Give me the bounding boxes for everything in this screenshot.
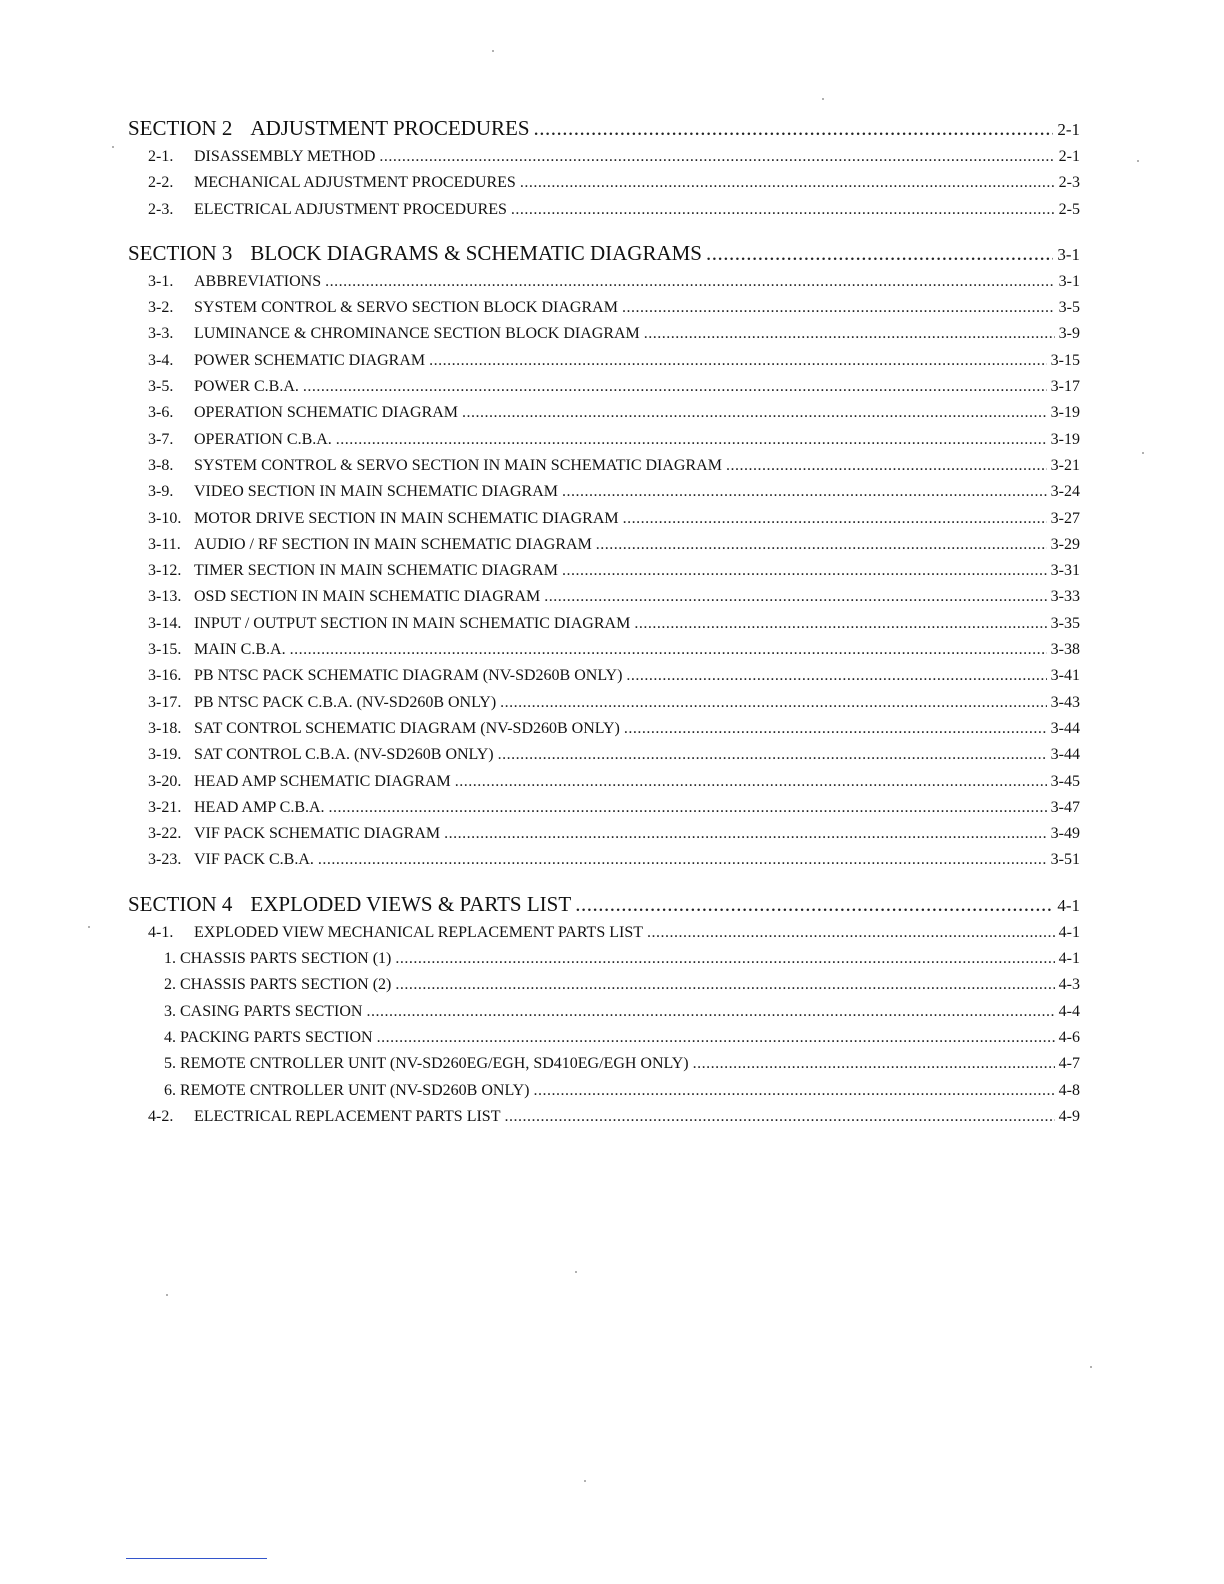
dot-leader: [622, 295, 1055, 321]
section-number: SECTION 4: [128, 891, 233, 916]
subentry-page: 4-7: [1058, 1055, 1080, 1073]
entry-title: PB NTSC PACK C.B.A. (NV-SD260B ONLY): [194, 693, 497, 711]
scan-speck: [88, 926, 90, 928]
entry-title: OSD SECTION IN MAIN SCHEMATIC DIAGRAM: [194, 588, 541, 606]
subentry-title: CASING PARTS SECTION: [180, 1002, 363, 1020]
dot-leader: [366, 999, 1054, 1025]
entry-title: HEAD AMP C.B.A.: [194, 798, 325, 816]
subentry-number: 1.: [164, 950, 176, 968]
entry-title: MECHANICAL ADJUSTMENT PROCEDURES: [194, 174, 516, 192]
entry-page: 3-27: [1050, 509, 1080, 527]
toc-entry[interactable]: [128, 348, 1080, 374]
toc-entry[interactable]: [128, 170, 1080, 196]
scan-speck: [575, 1271, 577, 1273]
toc-entry[interactable]: [128, 506, 1080, 532]
entry-number: 3-12.: [148, 562, 182, 580]
entry-page: 4-1: [1058, 923, 1080, 941]
toc-entry[interactable]: [128, 920, 1080, 946]
scan-speck: [1090, 1366, 1092, 1368]
entry-title: VIF PACK SCHEMATIC DIAGRAM: [194, 825, 441, 843]
section-page: 4-1: [1057, 895, 1080, 915]
dot-leader: [325, 269, 1055, 295]
toc-entry[interactable]: [128, 690, 1080, 716]
entry-title: SYSTEM CONTROL & SERVO SECTION IN MAIN SCHEMATIC DIAGRAM: [194, 456, 722, 474]
dot-leader: [544, 584, 1046, 610]
entry-number: 3-16.: [148, 667, 182, 685]
entry-page: 3-5: [1058, 299, 1080, 317]
entry-title: SAT CONTROL C.B.A. (NV-SD260B ONLY): [194, 746, 494, 764]
toc-subentry[interactable]: [128, 1025, 1080, 1051]
toc-entry[interactable]: [128, 453, 1080, 479]
dot-leader: [318, 847, 1047, 873]
entry-title: MOTOR DRIVE SECTION IN MAIN SCHEMATIC DIAGRAM: [194, 509, 619, 527]
table-of-contents: [128, 112, 1080, 1144]
dot-leader: [626, 663, 1046, 689]
subentry-page: 4-4: [1058, 1002, 1080, 1020]
toc-entry[interactable]: [128, 663, 1080, 689]
subentry-page: 4-3: [1058, 976, 1080, 994]
dot-leader: [623, 506, 1047, 532]
entry-number: 2-3.: [148, 200, 174, 218]
entry-page: 3-29: [1050, 535, 1080, 553]
toc-entry[interactable]: [128, 374, 1080, 400]
entry-page: 3-24: [1050, 483, 1080, 501]
entry-number: 3-8.: [148, 456, 174, 474]
entry-title: HEAD AMP SCHEMATIC DIAGRAM: [194, 772, 451, 790]
scan-speck: [1137, 160, 1139, 162]
section-heading[interactable]: [128, 112, 1080, 144]
entry-number: 3-9.: [148, 483, 174, 501]
dot-leader: [575, 888, 1053, 920]
dot-leader: [706, 237, 1053, 269]
entry-number: 3-22.: [148, 825, 182, 843]
entry-page: 2-3: [1058, 174, 1080, 192]
toc-entry[interactable]: [128, 269, 1080, 295]
entry-number: 3-2.: [148, 299, 174, 317]
entry-title: SAT CONTROL SCHEMATIC DIAGRAM (NV-SD260B ONLY): [194, 719, 620, 737]
toc-entry[interactable]: [128, 427, 1080, 453]
scan-speck: [1142, 452, 1144, 454]
subentry-title: CHASSIS PARTS SECTION (1): [180, 950, 392, 968]
toc-entry[interactable]: [128, 769, 1080, 795]
section-number: SECTION 3: [128, 240, 233, 265]
subentry-page: 4-6: [1058, 1028, 1080, 1046]
subentry-page: 4-8: [1058, 1081, 1080, 1099]
entry-title: TIMER SECTION IN MAIN SCHEMATIC DIAGRAM: [194, 562, 558, 580]
entry-title: POWER SCHEMATIC DIAGRAM: [194, 351, 426, 369]
entry-page: 3-19: [1050, 430, 1080, 448]
dot-leader: [444, 821, 1047, 847]
dot-leader: [647, 920, 1055, 946]
entry-number: 3-23.: [148, 851, 182, 869]
entry-page: 3-44: [1050, 719, 1080, 737]
entry-number: 3-3.: [148, 325, 174, 343]
entry-page: 3-43: [1050, 693, 1080, 711]
dot-leader: [504, 1104, 1054, 1130]
entry-page: 3-17: [1050, 378, 1080, 396]
subentry-title: PACKING PARTS SECTION: [180, 1028, 373, 1046]
subentry-number: 6.: [164, 1081, 176, 1099]
dot-leader: [395, 972, 1054, 998]
toc-entry[interactable]: [128, 742, 1080, 768]
dot-leader: [520, 170, 1055, 196]
section-heading[interactable]: [128, 237, 1080, 269]
entry-page: 3-31: [1050, 562, 1080, 580]
dot-leader: [562, 558, 1047, 584]
dot-leader: [379, 144, 1054, 170]
entry-number: 3-14.: [148, 614, 182, 632]
scan-speck: [492, 50, 494, 52]
dot-leader: [429, 348, 1047, 374]
entry-number: 3-17.: [148, 693, 182, 711]
dot-leader: [511, 197, 1055, 223]
entry-title: PB NTSC PACK SCHEMATIC DIAGRAM (NV-SD260B ONLY): [194, 667, 623, 685]
dot-leader: [462, 400, 1047, 426]
entry-number: 3-13.: [148, 588, 182, 606]
entry-page: 4-9: [1058, 1107, 1080, 1125]
subentry-number: 4.: [164, 1028, 176, 1046]
entry-page: 2-5: [1058, 200, 1080, 218]
dot-leader: [693, 1051, 1055, 1077]
subentry-page: 4-1: [1058, 950, 1080, 968]
entry-title: OPERATION SCHEMATIC DIAGRAM: [194, 404, 459, 422]
subentry-number: 3.: [164, 1002, 176, 1020]
dot-leader: [303, 374, 1047, 400]
subentry-number: 5.: [164, 1055, 176, 1073]
entry-number: 3-4.: [148, 351, 174, 369]
dot-leader: [377, 1025, 1055, 1051]
dot-leader: [624, 716, 1047, 742]
toc-entry[interactable]: [128, 558, 1080, 584]
dot-leader: [726, 453, 1047, 479]
dot-leader: [336, 427, 1047, 453]
entry-number: 3-19.: [148, 746, 182, 764]
entry-number: 3-5.: [148, 378, 174, 396]
entry-title: VIF PACK C.B.A.: [194, 851, 314, 869]
entry-page: 3-51: [1050, 851, 1080, 869]
section-page: 3-1: [1057, 244, 1080, 264]
dot-leader: [534, 1078, 1055, 1104]
toc-entry[interactable]: [128, 716, 1080, 742]
dot-leader: [596, 532, 1047, 558]
entry-page: 3-21: [1050, 456, 1080, 474]
section-number: SECTION 2: [128, 116, 233, 140]
entry-title: INPUT / OUTPUT SECTION IN MAIN SCHEMATIC DIAGRAM: [194, 614, 631, 632]
section-title: ADJUSTMENT PROCEDURES: [250, 116, 530, 140]
footnote-rule: [126, 1558, 267, 1559]
entry-title: AUDIO / RF SECTION IN MAIN SCHEMATIC DIAGRAM: [194, 535, 592, 553]
entry-number: 3-10.: [148, 509, 182, 527]
toc-entry[interactable]: [128, 479, 1080, 505]
toc-entry[interactable]: [128, 584, 1080, 610]
entry-number: 3-7.: [148, 430, 174, 448]
toc-entry[interactable]: [128, 637, 1080, 663]
entry-number: 2-1.: [148, 148, 174, 165]
toc-entry[interactable]: [128, 821, 1080, 847]
entry-number: 2-2.: [148, 174, 174, 192]
scan-speck: [584, 1480, 586, 1482]
toc-subentry[interactable]: [128, 999, 1080, 1025]
entry-title: POWER C.B.A.: [194, 378, 299, 396]
entry-number: 3-15.: [148, 641, 182, 659]
toc-section: [128, 237, 1080, 874]
entry-page: 3-38: [1050, 641, 1080, 659]
entry-page: 3-1: [1058, 272, 1080, 290]
entry-number: 3-6.: [148, 404, 174, 422]
dot-leader: [644, 321, 1055, 347]
section-page: 2-1: [1057, 120, 1080, 139]
toc-section: [128, 888, 1080, 1130]
subentry-title: CHASSIS PARTS SECTION (2): [180, 976, 392, 994]
dot-leader: [498, 742, 1047, 768]
toc-subentry[interactable]: [128, 946, 1080, 972]
entry-title: DISASSEMBLY METHOD: [194, 148, 376, 165]
entry-page: 3-45: [1050, 772, 1080, 790]
toc-entry[interactable]: [128, 795, 1080, 821]
subentry-number: 2.: [164, 976, 176, 994]
entry-title: MAIN C.B.A.: [194, 641, 286, 659]
entry-title: ABBREVIATIONS: [194, 272, 322, 290]
entry-number: 3-18.: [148, 719, 182, 737]
dot-leader: [395, 946, 1054, 972]
toc-subentry[interactable]: [128, 972, 1080, 998]
toc-subentry[interactable]: [128, 1078, 1080, 1104]
subentry-title: REMOTE CNTROLLER UNIT (NV-SD260B ONLY): [180, 1081, 530, 1099]
toc-entry[interactable]: [128, 847, 1080, 873]
entry-number: 3-11.: [148, 535, 181, 553]
toc-entry[interactable]: [128, 197, 1080, 223]
subentry-title: REMOTE CNTROLLER UNIT (NV-SD260EG/EGH, SD410EG/EGH ONLY): [180, 1055, 689, 1073]
entry-page: 3-19: [1050, 404, 1080, 422]
entry-number: 4-2.: [148, 1107, 174, 1125]
section-heading[interactable]: [128, 888, 1080, 920]
entry-page: 3-47: [1050, 798, 1080, 816]
toc-entry[interactable]: [128, 144, 1080, 170]
toc-entry[interactable]: [128, 321, 1080, 347]
entry-title: SYSTEM CONTROL & SERVO SECTION BLOCK DIAGRAM: [194, 299, 618, 317]
section-title: BLOCK DIAGRAMS & SCHEMATIC DIAGRAMS: [250, 240, 702, 265]
dot-leader: [634, 611, 1046, 637]
entry-page: 3-35: [1050, 614, 1080, 632]
entry-page: 3-44: [1050, 746, 1080, 764]
entry-page: 3-15: [1050, 351, 1080, 369]
entry-page: 3-49: [1050, 825, 1080, 843]
entry-title: EXPLODED VIEW MECHANICAL REPLACEMENT PARTS LIST: [194, 923, 643, 941]
section-title: EXPLODED VIEWS & PARTS LIST: [250, 891, 572, 916]
entry-number: 4-1.: [148, 923, 174, 941]
entry-number: 3-1.: [148, 272, 174, 290]
toc-entry[interactable]: [128, 611, 1080, 637]
entry-title: VIDEO SECTION IN MAIN SCHEMATIC DIAGRAM: [194, 483, 558, 501]
entry-page: 3-33: [1050, 588, 1080, 606]
scan-speck: [822, 98, 824, 100]
entry-page: 2-1: [1058, 148, 1080, 165]
entry-title: LUMINANCE & CHROMINANCE SECTION BLOCK DIAGRAM: [194, 325, 640, 343]
entry-page: 3-41: [1050, 667, 1080, 685]
entry-title: OPERATION C.B.A.: [194, 430, 332, 448]
dot-leader: [329, 795, 1047, 821]
toc-subentry[interactable]: [128, 1051, 1080, 1077]
entry-number: 3-20.: [148, 772, 182, 790]
toc-entry[interactable]: [128, 400, 1080, 426]
entry-title: ELECTRICAL REPLACEMENT PARTS LIST: [194, 1107, 501, 1125]
toc-entry[interactable]: [128, 295, 1080, 321]
scan-speck: [166, 1294, 168, 1296]
dot-leader: [500, 690, 1047, 716]
toc-entry[interactable]: [128, 532, 1080, 558]
entry-title: ELECTRICAL ADJUSTMENT PROCEDURES: [194, 200, 507, 218]
dot-leader: [562, 479, 1047, 505]
toc-section: [128, 112, 1080, 223]
scan-speck: [112, 146, 114, 148]
entry-number: 3-21.: [148, 798, 182, 816]
toc-entry[interactable]: [128, 1104, 1080, 1130]
dot-leader: [534, 112, 1054, 144]
dot-leader: [455, 769, 1047, 795]
entry-page: 3-9: [1058, 325, 1080, 343]
dot-leader: [290, 637, 1047, 663]
